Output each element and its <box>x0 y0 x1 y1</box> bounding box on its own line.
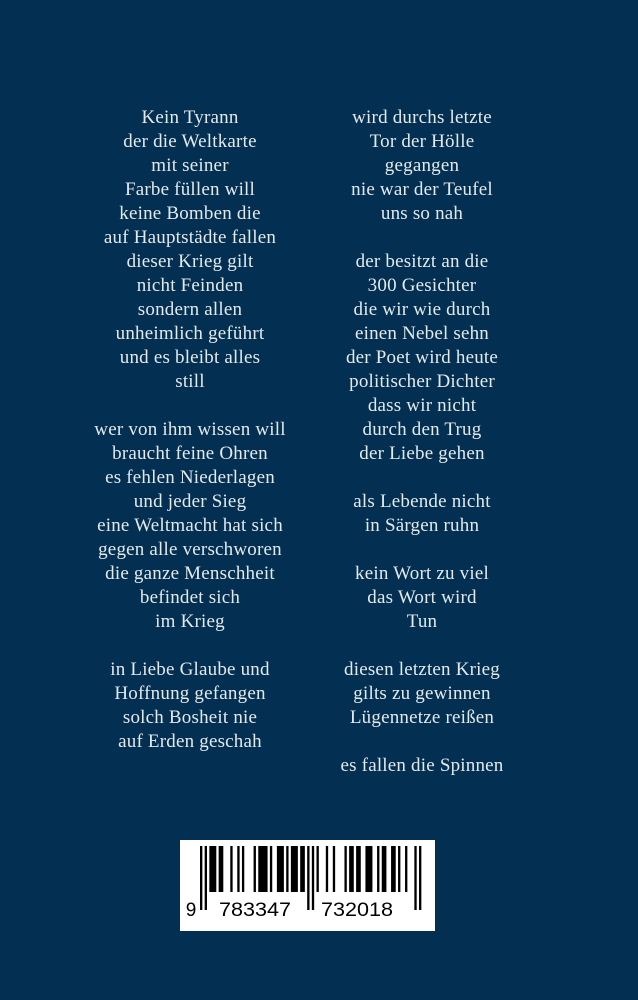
poem-line: der Poet wird heute <box>345 347 499 368</box>
barcode-bar <box>414 846 416 910</box>
poem-line: kein Wort zu viel <box>355 563 489 584</box>
poem-line: der Liebe gehen <box>359 443 485 464</box>
poem-line: wer von ihm wissen will <box>94 419 286 440</box>
poem-stanza <box>297 562 547 634</box>
poem-line: Tun <box>406 611 438 632</box>
poem-line: nicht Feinden <box>136 275 244 296</box>
barcode-bar <box>349 846 354 892</box>
barcode-bar <box>242 846 244 892</box>
barcode-bar <box>230 846 232 892</box>
poem-line: Kein Tyrann <box>141 107 239 128</box>
poem-line: Hoffnung gefangen <box>114 683 266 704</box>
poem-line: befindet sich <box>139 587 241 608</box>
barcode-bar <box>254 846 256 892</box>
barcode-bar <box>300 846 305 892</box>
poem-line: und jeder Sieg <box>133 491 247 512</box>
poem-line: dass wir nicht <box>367 395 477 416</box>
barcode-bar <box>277 846 284 892</box>
barcode-bar <box>312 846 314 910</box>
poem-line: dieser Krieg gilt <box>126 251 254 272</box>
isbn-barcode <box>180 840 435 931</box>
poem-line: und es bleibt alles <box>119 347 261 368</box>
poem-line: mit seiner <box>151 155 229 176</box>
barcode-bar <box>291 846 298 892</box>
poem-line: gegen alle verschworen <box>98 539 282 560</box>
poem-line: der die Weltkarte <box>123 131 257 152</box>
poem-line: sondern allen <box>137 299 243 320</box>
poem-line: unheimlich geführt <box>115 323 265 344</box>
poem-line: in Särgen ruhn <box>364 515 480 536</box>
isbn-digits: 783347 <box>219 900 291 921</box>
poem-line: Farbe füllen will <box>124 179 256 200</box>
poem-line: keine Bomben die <box>119 203 261 224</box>
poem-line: als Lebende nicht <box>353 491 491 512</box>
poem-line: solch Bosheit nie <box>122 707 258 728</box>
poem-line: diesen letzten Krieg <box>344 659 500 680</box>
poem-stanza <box>297 754 547 778</box>
barcode-bar <box>286 846 288 892</box>
barcode-bar <box>307 846 309 910</box>
poem-line: still <box>175 371 205 392</box>
poem-line: Tor der Hölle <box>369 131 475 152</box>
isbn-digits: 9 <box>185 900 197 921</box>
barcode-bar <box>326 846 328 892</box>
barcode-bar <box>219 846 224 892</box>
barcode-bar <box>377 846 379 892</box>
barcode-bar <box>365 846 372 892</box>
poem-stanza <box>297 106 547 226</box>
poem-line: es fehlen Niederlagen <box>105 467 275 488</box>
poem-line: Lügennetze reißen <box>349 707 495 728</box>
barcode-bar <box>333 846 335 892</box>
poem-line: nie war der Teufel <box>351 179 493 200</box>
poem-line: gilts zu gewinnen <box>353 683 491 704</box>
poem-column-right <box>297 106 547 778</box>
barcode-bar <box>398 846 400 892</box>
barcode-bar <box>270 846 272 892</box>
poem-line: einen Nebel sehn <box>354 323 490 344</box>
poem-stanza <box>65 658 315 754</box>
poem-stanza <box>297 490 547 538</box>
barcode-bar <box>237 846 239 892</box>
poem-stanza <box>65 418 315 634</box>
barcode-bar <box>356 846 361 892</box>
barcode-bar <box>209 846 216 892</box>
poem-line: die ganze Menschheit <box>105 563 275 584</box>
poem-stanza <box>297 658 547 730</box>
poem-stanza <box>65 106 315 394</box>
barcode-bar <box>317 846 319 892</box>
barcode-bar <box>391 846 396 892</box>
poem-line: die wir wie durch <box>353 299 491 320</box>
poem-line: auf Hauptstädte fallen <box>103 227 277 248</box>
poem-column-left <box>65 106 315 754</box>
poem-line: der besitzt an die <box>355 251 489 272</box>
poem-line: durch den Trug <box>362 419 482 440</box>
poem-line: es fallen die Spinnen <box>340 755 504 776</box>
barcode-bar <box>205 846 207 910</box>
ean13-barcode-svg <box>180 840 435 931</box>
barcode-bar <box>382 846 387 892</box>
poem-line: braucht feine Ohren <box>112 443 268 464</box>
barcode-bar <box>344 846 346 892</box>
poem-stanza <box>297 250 547 466</box>
poem-line: gegangen <box>384 155 460 176</box>
poem-line: das Wort wird <box>367 587 477 608</box>
poem-line: uns so nah <box>380 203 464 224</box>
poem-line: auf Erden geschah <box>118 731 262 752</box>
poem-line: eine Weltmacht hat sich <box>97 515 283 536</box>
poem-line: in Liebe Glaube und <box>110 659 270 680</box>
poem-line: im Krieg <box>155 611 225 632</box>
isbn-digits: 732018 <box>321 900 393 921</box>
barcode-bar <box>419 846 421 910</box>
barcode-bar <box>200 846 202 910</box>
barcode-bar <box>258 846 267 892</box>
barcode-bar <box>405 846 407 892</box>
poem-line: politischer Dichter <box>349 371 495 392</box>
poem-line: 300 Gesichter <box>367 275 477 296</box>
poem-line: wird durchs letzte <box>352 107 492 128</box>
